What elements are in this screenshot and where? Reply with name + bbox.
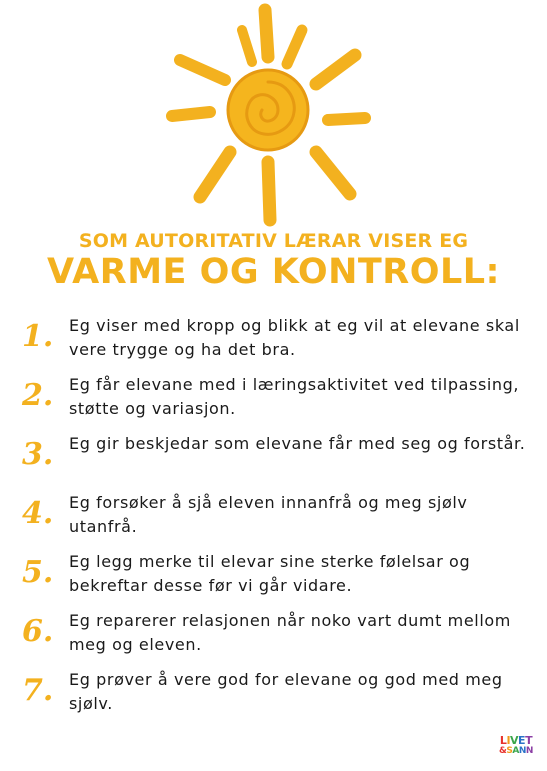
subtitle: SOM AUTORITATIV LÆRAR VISER EG [78, 230, 469, 252]
page-title: VARME OG KONTROLL: [46, 252, 501, 292]
item-number: 7. [22, 673, 54, 708]
item-number: 3. [22, 437, 54, 472]
logo-letter: N [518, 746, 526, 756]
logo-letter: T [525, 734, 533, 747]
list-item [22, 666, 527, 725]
item-text: Eg forsøker å sjå eleven innanfrå og meg sjølv utanfrå. [69, 493, 468, 536]
logo-line-2 [495, 746, 537, 757]
item-number: 6. [22, 614, 54, 649]
list-item [22, 312, 527, 371]
item-number: 2. [22, 378, 54, 413]
logo-letter: S [506, 746, 513, 756]
item-number: 1. [22, 319, 54, 354]
item-number: 4. [22, 496, 54, 531]
sun-icon [160, 2, 380, 228]
statement-list [22, 312, 527, 725]
logo-letter: V [510, 734, 519, 747]
item-text: Eg får elevane med i læringsaktivitet ved tilpassing, støtte og variasjon. [69, 375, 520, 418]
item-text: Eg gir beskjedar som elevane får med seg og forstår. [69, 434, 526, 453]
logo-letter: I [506, 734, 511, 747]
item-number: 5. [22, 555, 54, 590]
logo-letter: & [499, 746, 507, 756]
list-item [22, 607, 527, 666]
item-text: Eg legg merke til elevar sine sterke følelsar og bekreftar desse før vi går vidare. [69, 552, 471, 595]
list-item [22, 371, 527, 430]
logo-line-1 [495, 735, 537, 746]
item-text: Eg prøver å vere god for elevane og god med meg sjølv. [69, 670, 503, 713]
list-item [22, 548, 527, 607]
item-text: Eg reparerer relasjonen når noko vart dumt mellom meg og eleven. [69, 611, 511, 654]
logo-letter: L [499, 734, 507, 747]
livet-og-sann-logo [495, 735, 537, 757]
logo-letter: A [512, 746, 519, 756]
item-text: Eg viser med kropp og blikk at eg vil at elevane skal vere trygge og ha det bra. [69, 316, 520, 359]
list-item [22, 430, 527, 489]
list-item [22, 489, 527, 548]
logo-letter: E [518, 734, 526, 747]
logo-letter: N [525, 746, 533, 756]
